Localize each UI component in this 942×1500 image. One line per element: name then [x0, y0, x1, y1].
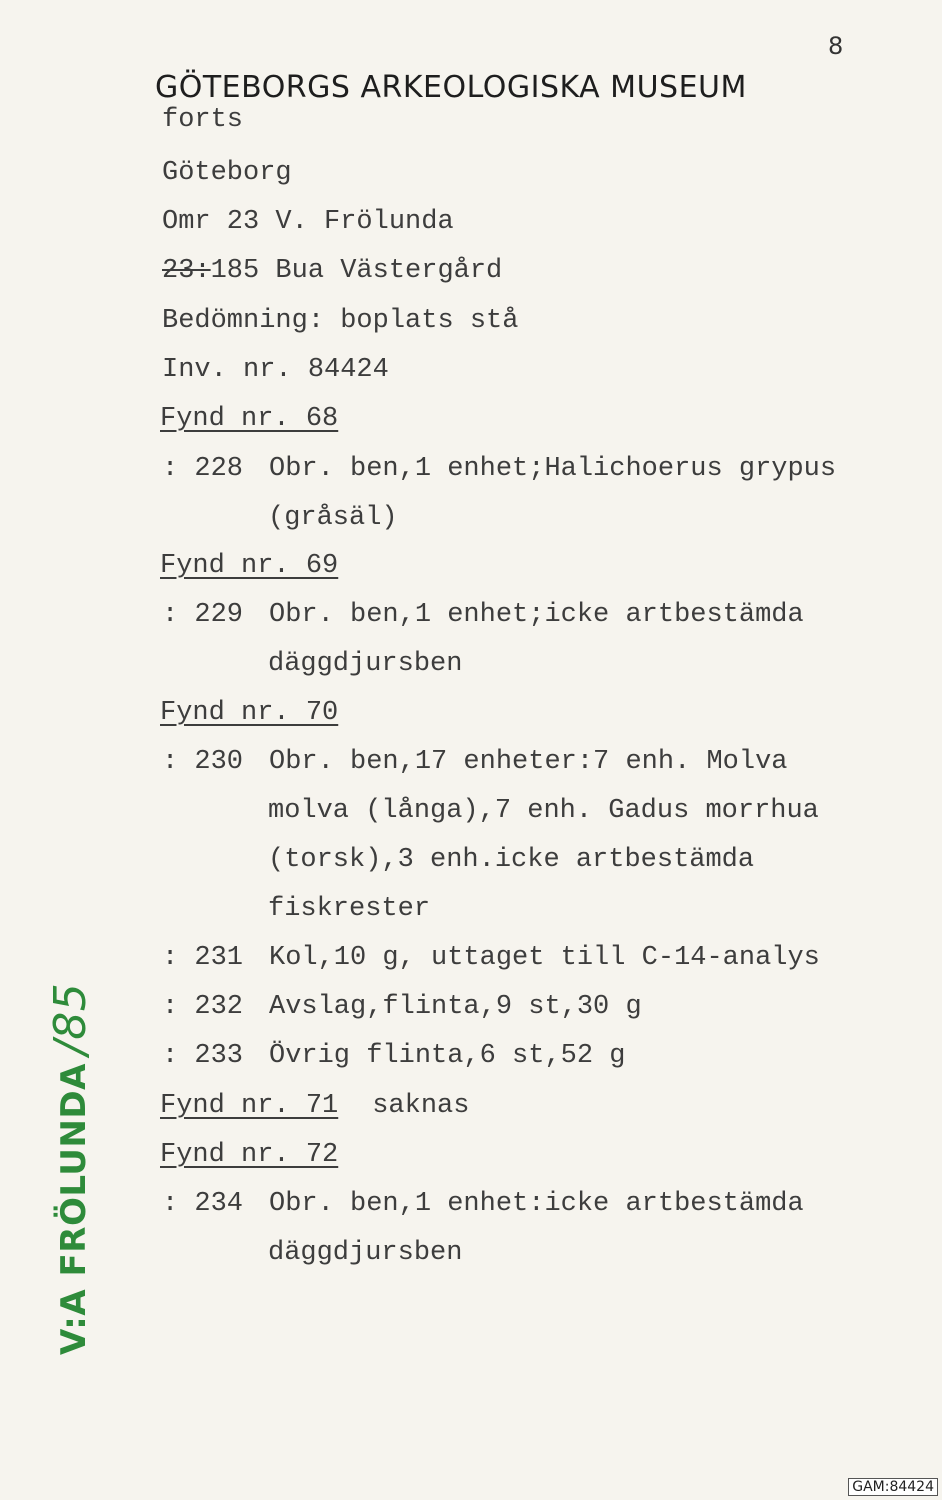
item-text: Obr. ben,1 enhet;Halichoerus grypus: [269, 454, 837, 484]
find-item-234-cont: däggdjursben: [268, 1238, 463, 1268]
find-heading-70: Fynd nr. 70: [160, 698, 339, 728]
item-text: Övrig flinta,6 st,52 g: [269, 1041, 626, 1071]
item-text: Obr. ben,1 enhet;icke artbestämda: [269, 600, 804, 630]
site-number-struck: 23:: [162, 256, 211, 286]
find-heading-72: Fynd nr. 72: [160, 1140, 339, 1170]
find-item-233: [162, 1040, 625, 1072]
find-heading-71: Fynd nr. 71: [160, 1091, 339, 1121]
forts-line: forts: [162, 105, 244, 135]
find-item-234: [162, 1188, 804, 1220]
item-prefix: : 234: [162, 1189, 244, 1219]
item-prefix: : 230: [162, 747, 244, 777]
site-line: [162, 255, 502, 287]
find-item-228-cont: (gråsäl): [268, 503, 398, 533]
item-prefix: : 233: [162, 1041, 244, 1071]
item-text: Kol,10 g, uttaget till C-14-analys: [269, 943, 820, 973]
find-item-228: [162, 453, 836, 485]
item-text: Obr. ben,1 enhet:icke artbestämda: [269, 1189, 804, 1219]
find-heading-71-row: [160, 1090, 469, 1122]
location-stamp: [45, 983, 96, 1355]
stamp-text: V:A FRÖLUNDA: [54, 1063, 94, 1355]
find-item-230-cont-1: molva (långa),7 enh. Gadus morrhua: [268, 796, 819, 826]
find-item-232: [162, 991, 642, 1023]
page-number: 8: [828, 32, 844, 60]
footer-id: GAM:84424: [848, 1478, 938, 1496]
museum-header: GÖTEBORGS ARKEOLOGISKA MUSEUM: [155, 70, 747, 105]
stamp-handwritten: /85: [45, 982, 96, 1056]
inventory-line: Inv. nr. 84424: [162, 355, 389, 385]
item-prefix: : 229: [162, 600, 244, 630]
find-item-230: [162, 746, 787, 778]
item-prefix: : 231: [162, 943, 244, 973]
site-name: 185 Bua Västergård: [210, 256, 503, 286]
item-prefix: : 228: [162, 454, 244, 484]
find-item-230-cont-2: (torsk),3 enh.icke artbestämda: [268, 845, 755, 875]
item-text: Obr. ben,17 enheter:7 enh. Molva: [269, 747, 788, 777]
find-note-71: saknas: [372, 1091, 470, 1121]
find-item-229: [162, 599, 804, 631]
item-prefix: : 232: [162, 992, 244, 1022]
find-item-231: [162, 942, 820, 974]
area-line: Omr 23 V. Frölunda: [162, 207, 454, 237]
find-heading-69: Fynd nr. 69: [160, 551, 339, 581]
find-heading-68: Fynd nr. 68: [160, 404, 339, 434]
find-item-230-cont-3: fiskrester: [268, 894, 431, 924]
find-item-229-cont: däggdjursben: [268, 649, 463, 679]
city-line: Göteborg: [162, 158, 292, 188]
assessment-line: Bedömning: boplats stå: [162, 306, 519, 336]
item-text: Avslag,flinta,9 st,30 g: [269, 992, 642, 1022]
